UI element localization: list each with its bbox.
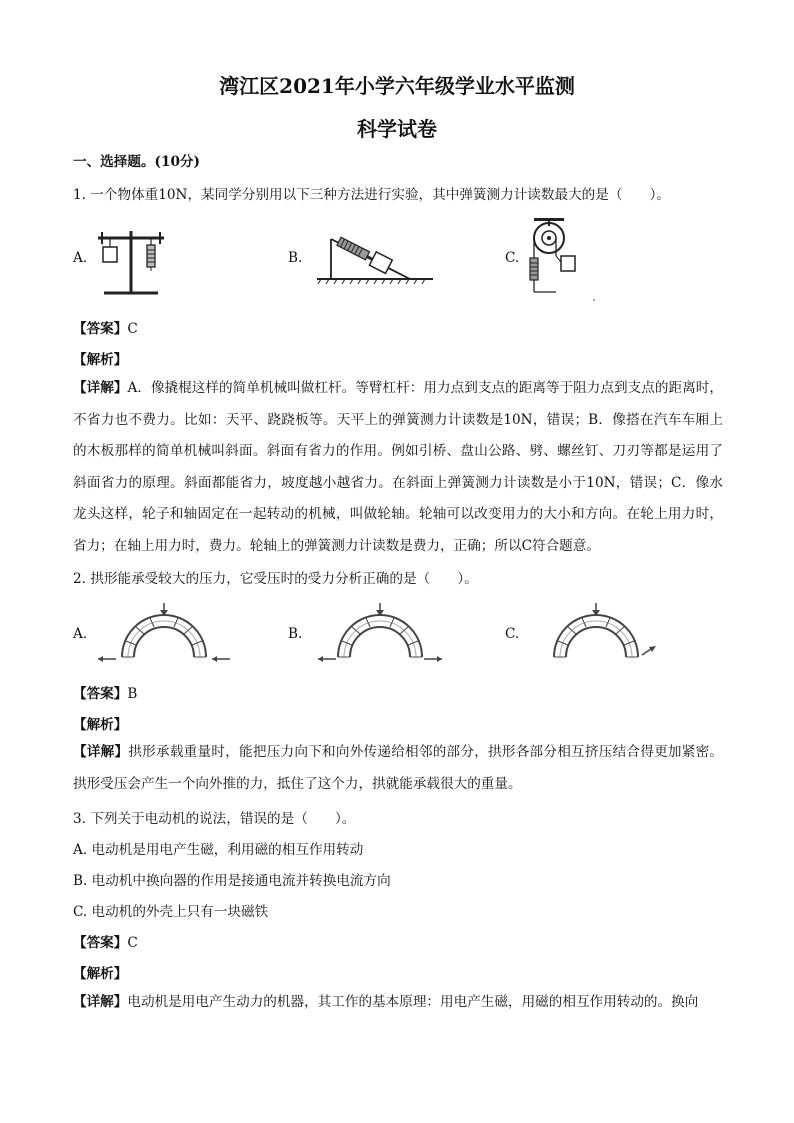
q1-answer-line (73, 317, 138, 337)
q1-answer-value: C (127, 321, 138, 337)
q2-answer-line (73, 682, 137, 702)
q3-answer-value: C (127, 935, 138, 951)
q2-option-a-label: A. (73, 626, 88, 642)
q1-option-b-label: B. (288, 250, 303, 266)
arch-force-diagram-b (316, 603, 444, 665)
answer-tag: 【答案】 (73, 935, 128, 951)
q3-answer-line (73, 931, 138, 951)
detail-tag: 【详解】 (73, 994, 128, 1010)
q3-analysis-tag: 【解析】 (73, 966, 128, 982)
q2-option-c-label: C. (505, 626, 520, 642)
arch-force-diagram-c (532, 603, 660, 665)
detail-tag: 【详解】 (73, 380, 128, 396)
answer-tag: 【答案】 (73, 686, 128, 702)
question-1-stem: 1. 一个物体重10N，某同学分别用以下三种方法进行实验，其中弹簧测力计读数最大的是（ ）。 (73, 187, 671, 203)
page-subtitle: 科学试卷 (357, 117, 437, 141)
wheel-axle-figure (530, 216, 600, 306)
q3-option-b: B. 电动机中换向器的作用是接通电流并转换电流方向 (73, 873, 391, 889)
q2-detail-text: 拱形承载重量时，能把压力向下和向外传递给相邻的部分，拱形各部分相互挤压结合得更加紧密。拱形受压会产生一个向外推的力，抵住了这个力，拱就能承载很大的重量。 (73, 744, 724, 792)
q1-detail-text: A．像撬棍这样的简单机械叫做杠杆。等臂杠杆：用力点到支点的距离等于阻力点到支点的距离时，不省力也不费力。比如：天平、跷跷板等。天平上的弹簧测力计读数是10N，错误；B．像搭在汽车车厢上的木板那样的简单机械叫斜面。斜面有省力的作用。例如引桥、盘山公路、劈、螺丝钉、刀刃等都是运用了斜面省力的原理。斜面都能省力，坡度越小越省力。在斜面上弹簧测力计读数是小于10N，错误；C．像水龙头这样，轮子和轴固定在一起转动的机械，叫做轮轴。轮轴可以改变用力的大小和方向。在轮上用力时，省力；在轴上用力时，费力。轮轴上的弹簧测力计读数是费力，正确；所以C符合题意。 (73, 380, 723, 554)
detail-tag: 【详解】 (73, 744, 129, 760)
page-title: 湾江区2021年小学六年级学业水平监测 (219, 74, 575, 98)
q3-detail-paragraph (73, 987, 723, 1019)
q1-detail-paragraph (73, 373, 723, 562)
arch-force-diagram-a (98, 603, 230, 665)
q2-option-b-label: B. (288, 626, 303, 642)
q1-option-a-label: A. (73, 250, 88, 266)
q3-option-c: C. 电动机的外壳上只有一块磁铁 (73, 904, 269, 920)
q3-detail-text: 电动机是用电产生动力的机器，其工作的基本原理：用电产生磁，用磁的相互作用转动的。换向 (127, 994, 699, 1010)
question-2-stem: 2. 拱形能承受较大的压力，它受压时的受力分析正确的是（ ）。 (73, 571, 478, 587)
lever-balance-figure (96, 228, 176, 296)
section-heading: 一、选择题。(10分) (73, 154, 200, 170)
answer-tag: 【答案】 (73, 321, 128, 337)
q3-option-a: A. 电动机是用电产生磁，利用磁的相互作用转动 (73, 842, 364, 858)
q2-answer-value: B (127, 686, 138, 702)
q2-analysis-tag: 【解析】 (73, 717, 128, 733)
q1-analysis-tag: 【解析】 (73, 352, 128, 368)
q1-option-c-label: C. (505, 250, 520, 266)
q2-detail-paragraph (73, 737, 723, 800)
inclined-plane-figure (315, 233, 435, 285)
question-3-stem: 3. 下列关于电动机的说法，错误的是（ ）。 (73, 811, 356, 827)
